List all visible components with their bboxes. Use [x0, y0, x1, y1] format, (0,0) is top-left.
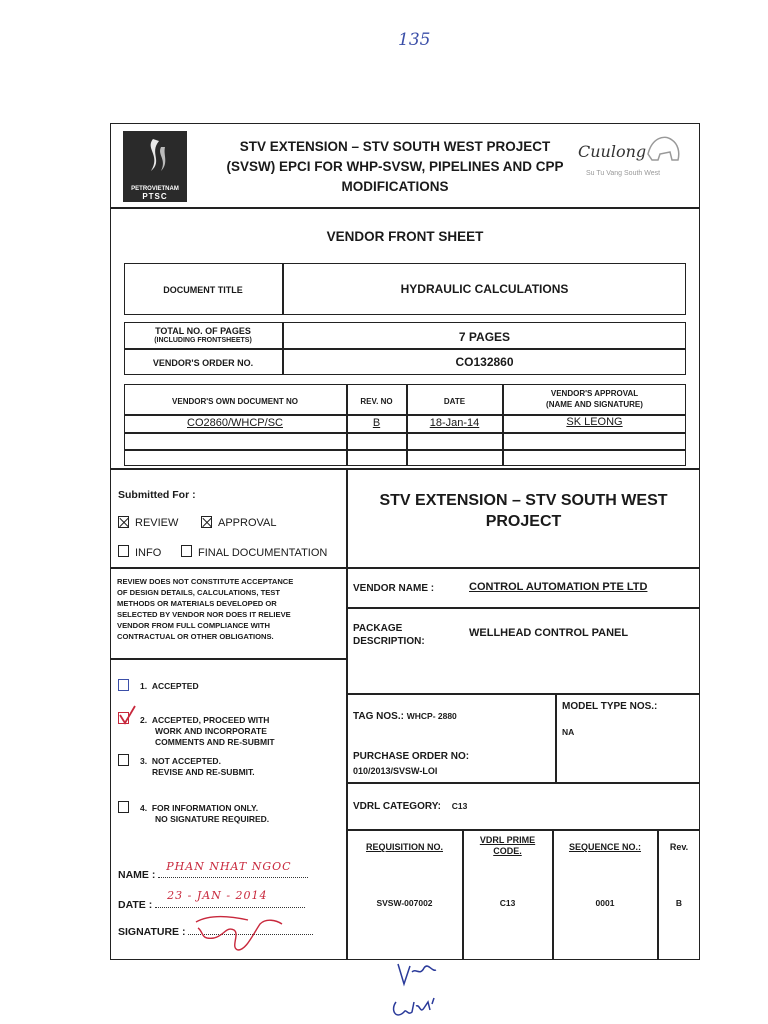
th-rev: Rev. [669, 842, 689, 852]
status-line: ACCEPTED, PROCEED WITH [151, 715, 270, 725]
total-pages-label [124, 326, 282, 346]
td-vdrl-prime-code: C13 [499, 898, 516, 908]
blue-handwritten-initials [390, 958, 450, 1024]
order-no-value: CO132860 [455, 355, 514, 369]
status-line: REVISE AND RE-SUBMIT. [152, 767, 255, 777]
th-date: DATE [443, 397, 466, 406]
status-num: 3. [140, 756, 148, 766]
document-title-value: HYDRAULIC CALCULATIONS [400, 282, 569, 296]
final-documentation-label: FINAL DOCUMENTATION [198, 547, 328, 559]
document-title-label: DOCUMENT TITLE [163, 285, 243, 295]
date-label: DATE : [118, 899, 153, 911]
status-line: WORK AND INCORPORATE [155, 726, 267, 736]
th-vendor-approval [503, 388, 686, 410]
td-document-no: CO2860/WHCP/SC [187, 417, 283, 429]
review-disclaimer [117, 576, 345, 642]
purchase-order-value: 010/2013/SVSW-LOI [353, 766, 438, 776]
cuulong-logo-subtext: Su Tu Vang South West [586, 170, 661, 177]
order-no-label: VENDOR'S ORDER NO. [152, 358, 254, 368]
status-accepted-checkbox[interactable] [118, 679, 129, 691]
disclaimer-line: VENDOR FROM FULL COMPLIANCE WITH [117, 621, 270, 630]
status-accepted-proceed [140, 715, 275, 748]
total-pages-label-line1: TOTAL NO. OF PAGES [155, 326, 251, 336]
tag-nos-label: TAG NOS.: [353, 711, 404, 722]
vdrl-category-value: C13 [451, 801, 468, 811]
name-value: PHAN NHAT NGOC [166, 860, 292, 873]
submitted-for-label: Submitted For : [118, 489, 196, 501]
vdrl-category [353, 801, 467, 812]
logo-text-ptsc: PTSC [142, 192, 168, 201]
package-label-line1: PACKAGE [353, 623, 403, 634]
status-num: 1. [140, 681, 148, 691]
header-title-line1: STV EXTENSION – STV SOUTH WEST PROJECT [239, 139, 551, 154]
th-document-no: VENDOR'S OWN DOCUMENT NO [172, 397, 298, 406]
status-accepted [140, 681, 199, 692]
status-line: COMMENTS AND RE-SUBMIT [155, 737, 275, 747]
th-vdrl-prime-line2: CODE. [493, 846, 522, 856]
status-num: 4. [140, 803, 148, 813]
status-line: FOR INFORMATION ONLY. [151, 803, 259, 813]
project-title-line2: PROJECT [485, 513, 562, 530]
th-vdrl-prime-code [463, 835, 552, 857]
signature-label: SIGNATURE : [118, 926, 186, 938]
td-rev-no: B [372, 417, 381, 429]
status-info-only-checkbox[interactable] [118, 801, 129, 813]
name-row [118, 860, 328, 881]
cuulong-logo [578, 130, 688, 180]
disclaimer-line: METHODS OR MATERIALS DEVELOPED OR [117, 599, 277, 608]
disclaimer-line: SELECTED BY VENDOR NOR DOES IT RELIEVE [117, 610, 291, 619]
th-vendor-approval-line1: VENDOR'S APPROVAL [550, 389, 639, 398]
td-date: 18-Jan-14 [429, 417, 480, 429]
disclaimer-line: REVIEW DOES NOT CONSTITUTE ACCEPTANCE [117, 577, 294, 586]
status-line: NOT ACCEPTED. [151, 756, 221, 766]
status-not-accepted-checkbox[interactable] [118, 754, 129, 766]
th-requisition-no: REQUISITION NO. [365, 842, 443, 852]
tag-nos-value: WHCP- 2880 [406, 711, 457, 721]
vdrl-category-label: VDRL CATEGORY: [353, 801, 441, 812]
info-label: INFO [135, 547, 162, 559]
package-description-label [353, 622, 425, 648]
page-number: 135 [398, 30, 431, 50]
td-sequence-no: 0001 [595, 898, 615, 908]
vendor-name-value: CONTROL AUTOMATION PTE LTD [469, 581, 648, 593]
model-type-value: NA [562, 727, 575, 737]
lion-icon [644, 130, 684, 164]
model-type-label: MODEL TYPE NOS.: [562, 701, 658, 712]
td-rev: B [675, 898, 683, 908]
date-row [118, 889, 328, 911]
front-sheet-frame [110, 123, 700, 960]
tag-nos [353, 711, 457, 722]
approval-label: APPROVAL [218, 517, 277, 529]
status-not-accepted [140, 756, 255, 778]
total-pages-value: 7 PAGES [458, 330, 511, 344]
sheet-title: VENDOR FRONT SHEET [326, 229, 484, 244]
red-signature-scribble [190, 910, 290, 954]
th-vdrl-prime-line1: VDRL PRIME [479, 835, 536, 845]
package-label-line2: DESCRIPTION: [353, 636, 425, 647]
review-checkbox[interactable] [118, 516, 129, 528]
project-title [347, 490, 700, 532]
td-requisition-no: SVSW-007002 [376, 898, 433, 908]
purchase-order-label: PURCHASE ORDER NO: [353, 751, 470, 762]
disclaimer-line: OF DESIGN DETAILS, CALCULATIONS, TEST [117, 588, 280, 597]
petrovietnam-logo [123, 131, 187, 202]
header-title [200, 137, 590, 197]
logo-text-petrovietnam: PETROVIETNAM [131, 186, 179, 192]
total-pages-label-line2: (INCLUDING FRONTSHEETS) [154, 337, 252, 344]
td-vendor-approval: SK LEONG [566, 416, 623, 428]
header-title-line3: MODIFICATIONS [341, 179, 449, 194]
vendor-name-label: VENDOR NAME : [353, 583, 435, 594]
status-info-only [140, 803, 269, 825]
name-label: NAME : [118, 869, 156, 881]
info-checkbox[interactable] [118, 545, 129, 557]
review-label: REVIEW [135, 517, 179, 529]
final-documentation-checkbox[interactable] [181, 545, 192, 557]
status-line: ACCEPTED [151, 681, 199, 691]
th-vendor-approval-line2: (NAME AND SIGNATURE) [546, 400, 643, 409]
th-rev-no: REV. NO [360, 397, 393, 406]
header-title-line2: (SVSW) EPCI FOR WHP-SVSW, PIPELINES AND CPP [226, 159, 564, 174]
project-title-line1: STV EXTENSION – STV SOUTH WEST [379, 492, 668, 509]
disclaimer-line: CONTRACTUAL OR OTHER OBLIGATIONS. [117, 632, 274, 641]
th-sequence-no: SEQUENCE NO.: [568, 842, 641, 852]
approval-checkbox[interactable] [201, 516, 212, 528]
red-check-mark-icon [118, 704, 138, 726]
status-line: NO SIGNATURE REQUIRED. [155, 814, 270, 824]
cuulong-logo-text: Cuulong [578, 142, 647, 161]
status-num: 2. [140, 715, 148, 725]
date-value: 23 - JAN - 2014 [167, 889, 268, 902]
package-description-value: WELLHEAD CONTROL PANEL [469, 627, 629, 639]
